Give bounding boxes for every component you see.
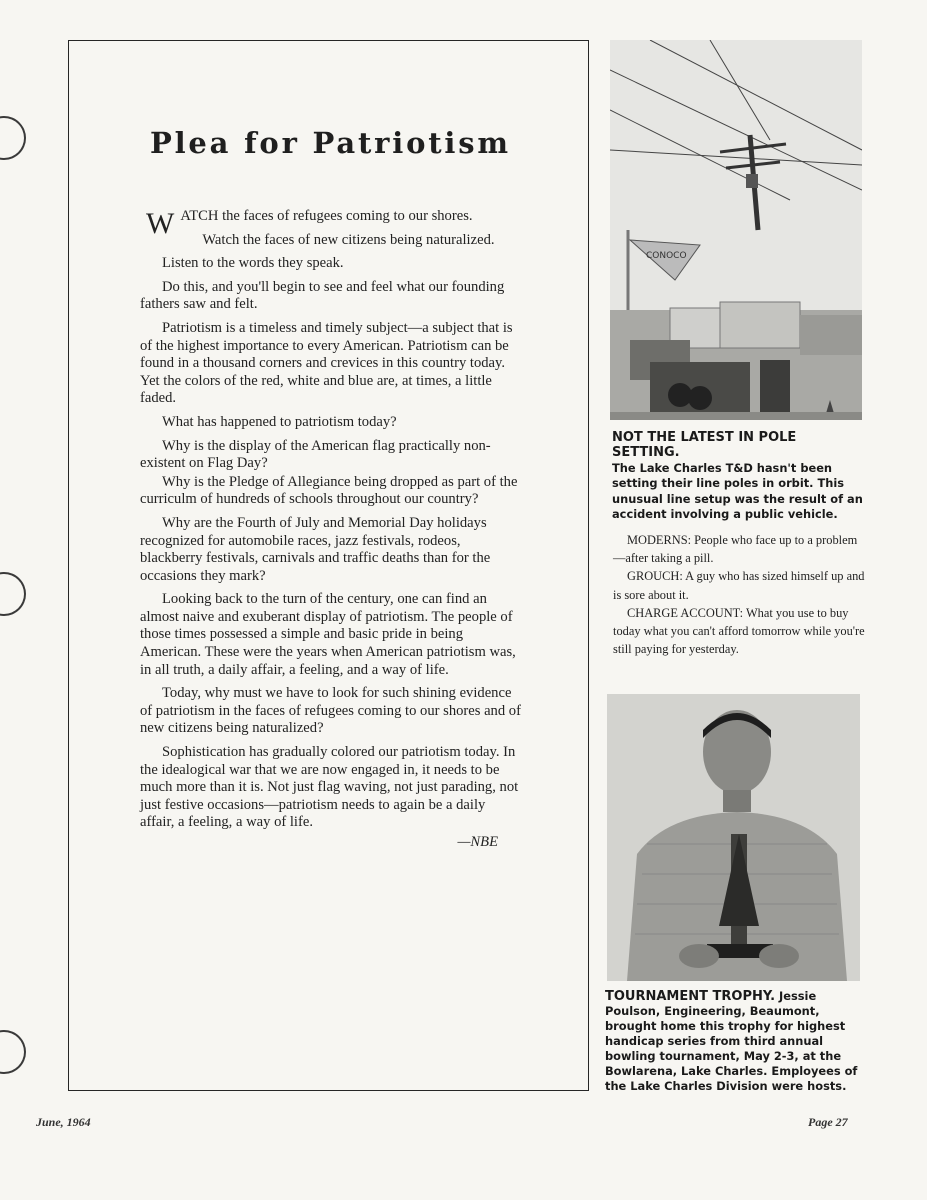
trophy-photo-caption xyxy=(605,989,860,1094)
article-paragraph: Patriotism is a timeless and timely subject—a subject that is of the highest importance to every American. Patriotism can be found in a thousand corners and crevices in this country today. Yet the colors of the red, white and blue are, at times, a little faded. xyxy=(140,319,513,407)
article-paragraph: Listen to the words they speak. xyxy=(162,255,344,272)
issue-date: June, 1964 xyxy=(36,1115,91,1129)
article-paragraph: Sophistication has gradually colored our patriotism today. In the idealogical war that we are now engaged in, it needs to be much more than it is. Not just flag waving, not just parading, not just festive occasions—patriotism needs to again be a daily affair, a feeling, a way of life. xyxy=(140,744,519,831)
caption-body: Jessie Poulson, Engineering, Beaumont, brought home this trophy for highest handicap series from third annual bowling tournament, May 2-3, at the Bowlarena, Lake Charles. Employees of the Lake Charles Division were hosts. xyxy=(605,989,858,1093)
definition-item: GROUCH: A guy who has sized himself up and is sore about it. xyxy=(613,569,865,602)
definition-item: CHARGE ACCOUNT: What you use to buy today what you can't afford tomorrow while you're still paying for yesterday. xyxy=(613,605,865,657)
article-title: Plea for Patriotism xyxy=(150,126,511,160)
caption-body: The Lake Charles T&D hasn't been setting their line poles in orbit. This unusual line setup was the result of an accident involving a public vehicle. xyxy=(612,460,863,522)
article-paragraph: Today, why must we have to look for such shining evidence of patriotism in the faces of refugees coming to our shores and of new citizens being naturalized? xyxy=(140,685,521,737)
article-paragraph: Looking back to the turn of the century, one can find an almost naive and exuberant display of patriotism. The people of those times possessed a simple and basic pride in being American. These were the years when American patriotism was, in all truth, a daily affair, a feeling, and a way of life. xyxy=(140,591,516,678)
drop-cap: W xyxy=(146,207,175,240)
conoco-sign-text: CONOCO xyxy=(646,251,687,261)
article-paragraph: Do this, and you'll begin to see and feel what our founding fathers saw and felt. xyxy=(140,278,505,313)
article-paragraph: What has happened to patriotism today? xyxy=(162,413,397,430)
page-number: Page 27 xyxy=(808,1115,848,1129)
caption-head: NOT THE LATEST IN POLE SETTING. xyxy=(612,430,797,461)
trophy-portrait-illustration xyxy=(607,694,860,981)
first-paragraph-text: ATCH the faces of refugees coming to our shores. xyxy=(180,208,473,224)
caption-head: TOURNAMENT TROPHY. xyxy=(605,989,776,1004)
binder-hole-bottom xyxy=(0,1030,26,1074)
signature: —NBE xyxy=(457,834,498,850)
article-paragraph: Why are the Fourth of July and Memorial Day holidays recognized for automobile races, jazz festivals, rodeos, blackberry festivals, carnivals and traffic deaths than for the occasions they mark? xyxy=(140,514,491,584)
binder-hole-top xyxy=(0,116,26,160)
binder-hole-middle xyxy=(0,572,26,616)
article-body xyxy=(140,208,522,858)
pole-photo-caption xyxy=(612,430,865,522)
pole-scene-illustration xyxy=(610,40,862,420)
definitions-list xyxy=(613,531,866,658)
article-paragraph: Why is the display of the American flag practically non-existent on Flag Day? xyxy=(140,437,491,472)
article-paragraph: Watch the faces of new citizens being naturalized. xyxy=(202,231,495,248)
pole-photo xyxy=(610,40,862,420)
article-paragraph: Why is the Pledge of Allegiance being dropped as part of the curriculm of hundreds of schools throughout our country? xyxy=(140,473,518,508)
trophy-photo xyxy=(607,694,860,981)
definition-item: MODERNS: People who face up to a problem—after taking a pill. xyxy=(613,533,858,566)
